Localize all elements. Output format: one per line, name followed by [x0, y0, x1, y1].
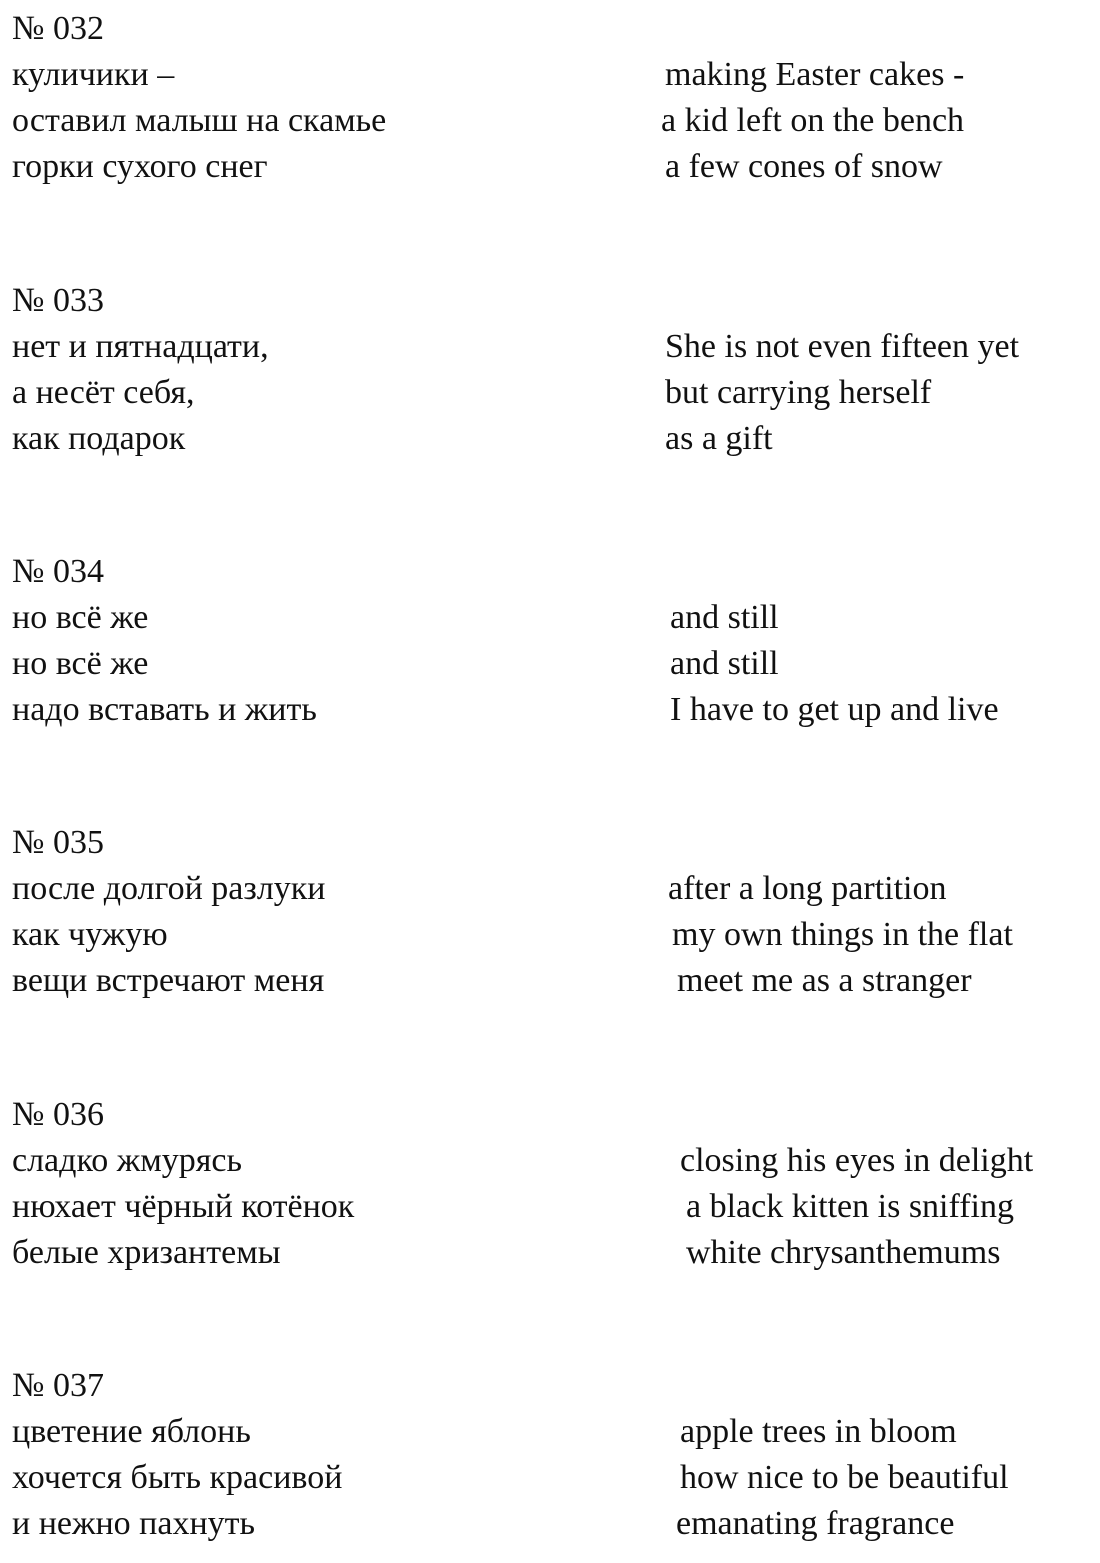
- russian-line-2: а несёт себя,: [12, 374, 195, 411]
- poem-034: [0, 549, 1100, 749]
- russian-line-2: но всё же: [12, 645, 149, 682]
- russian-line-1: сладко жмурясь: [12, 1142, 242, 1179]
- russian-line-3: белые хризантемы: [12, 1234, 281, 1271]
- russian-line-2: нюхает чёрный котёнок: [12, 1188, 355, 1225]
- poem-032: [0, 6, 1100, 206]
- english-line-1: closing his eyes in delight: [680, 1142, 1034, 1179]
- russian-line-1: нет и пятнадцати,: [12, 328, 269, 365]
- english-line-2: a black kitten is sniffing: [686, 1188, 1014, 1225]
- poem-number: № 034: [12, 553, 104, 590]
- poem-number: № 033: [12, 282, 104, 319]
- english-line-1: apple trees in bloom: [680, 1413, 957, 1450]
- english-line-3: emanating fragrance: [676, 1505, 955, 1542]
- english-line-2: how nice to be beautiful: [680, 1459, 1009, 1496]
- russian-line-3: надо вставать и жить: [12, 691, 317, 728]
- english-line-2: but carrying herself: [665, 374, 932, 411]
- english-line-1: making Easter cakes -: [665, 56, 965, 93]
- english-line-3: as a gift: [665, 420, 773, 457]
- english-line-2: and still: [670, 645, 779, 682]
- russian-line-3: вещи встречают меня: [12, 962, 325, 999]
- poem-033: [0, 278, 1100, 478]
- english-line-1: after a long partition: [668, 870, 947, 907]
- english-line-3: a few cones of snow: [665, 148, 943, 185]
- russian-line-2: оставил малыш на скамье: [12, 102, 387, 139]
- poem-number: № 036: [12, 1096, 104, 1133]
- poem-036: [0, 1092, 1100, 1292]
- russian-line-1: после долгой разлуки: [12, 870, 326, 907]
- russian-line-2: хочется быть красивой: [12, 1459, 343, 1496]
- russian-line-2: как чужую: [12, 916, 168, 953]
- english-line-3: white chrysanthemums: [686, 1234, 1001, 1271]
- russian-line-1: цветение яблонь: [12, 1413, 251, 1450]
- english-line-2: a kid left on the bench: [661, 102, 965, 139]
- poem-number: № 035: [12, 824, 104, 861]
- russian-line-1: куличики –: [12, 56, 175, 93]
- poem-037: [0, 1363, 1100, 1563]
- russian-line-1: но всё же: [12, 599, 149, 636]
- english-line-3: I have to get up and live: [670, 691, 999, 728]
- poem-number: № 032: [12, 10, 104, 47]
- english-line-1: and still: [670, 599, 779, 636]
- english-line-3: meet me as a stranger: [677, 962, 972, 999]
- english-line-1: She is not even fifteen yet: [665, 328, 1020, 365]
- russian-line-3: и нежно пахнуть: [12, 1505, 256, 1542]
- poem-number: № 037: [12, 1367, 104, 1404]
- poem-035: [0, 820, 1100, 1020]
- english-line-2: my own things in the flat: [672, 916, 1013, 953]
- russian-line-3: горки сухого снег: [12, 148, 268, 185]
- russian-line-3: как подарок: [12, 420, 186, 457]
